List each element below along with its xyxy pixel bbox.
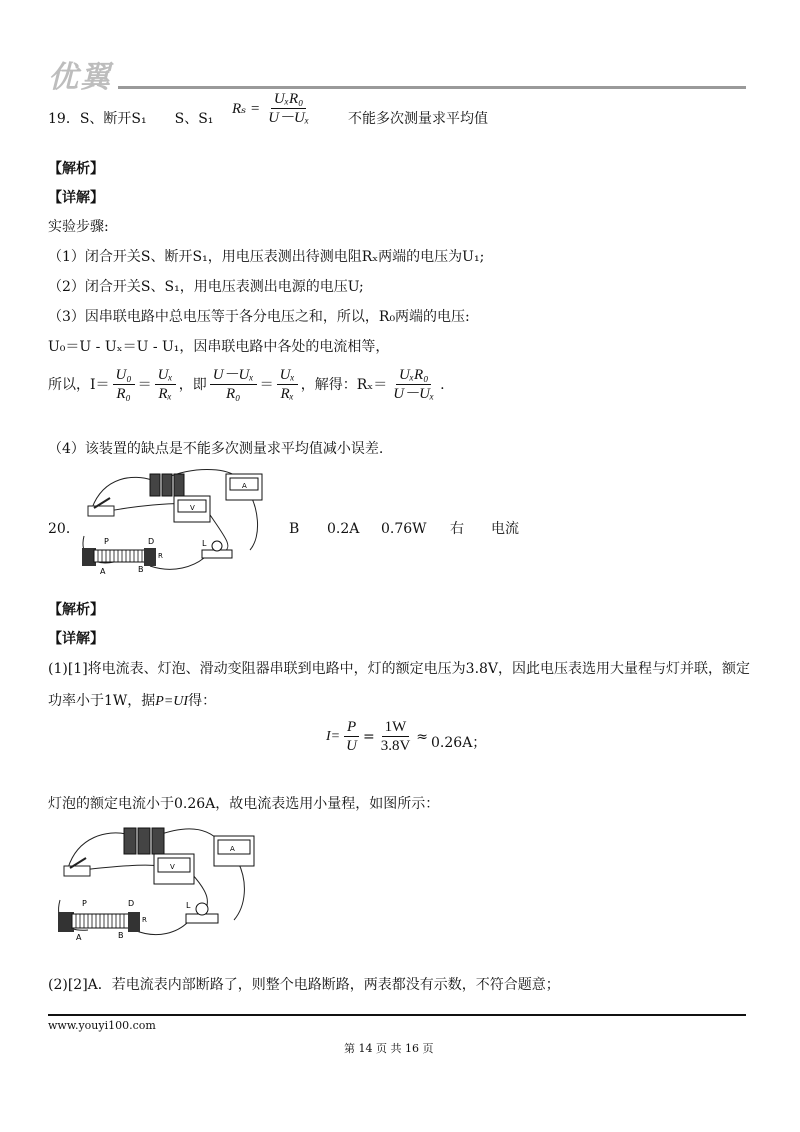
calc-frac-pu — [343, 718, 360, 755]
frac-result — [390, 366, 437, 403]
q20-calculation — [326, 718, 486, 755]
frac-num: 1W — [382, 718, 410, 737]
approx-sign: ≈ — [416, 728, 429, 745]
formula-denominator: U－Uₓ — [268, 110, 310, 126]
rheostat-icon — [58, 912, 140, 932]
label-b: B — [118, 931, 124, 940]
q19-step1: （1）闭合开关S、断开S₁，用电压表测出待测电阻Rₓ两端的电压为U₁; — [48, 249, 485, 265]
frac-den: U — [346, 738, 357, 754]
frac-ux-rx — [155, 366, 176, 403]
q20-answer-5: 电流 — [491, 521, 519, 537]
frac-u0-r0 — [113, 366, 135, 403]
formula-pui: P=UI — [155, 694, 189, 709]
rheostat-icon — [82, 548, 156, 566]
q20-answer-2: 0.2A — [327, 521, 360, 537]
q20-para2: 灯泡的额定电流小于0.26A，故电流表选用小量程，如图所示： — [48, 796, 440, 812]
q19-step4: （4）该装置的缺点是不能多次测量求平均值减小误差. — [48, 441, 384, 457]
q20-answer-4: 右 — [450, 521, 464, 537]
q20-number: 20． — [48, 521, 80, 537]
q19-answer-tail: 不能多次测量求平均值 — [348, 111, 488, 127]
svg-text:V: V — [190, 504, 195, 512]
frac-u-ux-r0 — [210, 366, 257, 403]
svg-text:V: V — [170, 863, 175, 871]
frac-den: 3.8V — [380, 738, 411, 754]
footer-rule — [48, 1014, 746, 1016]
q20-answer-1: B — [289, 521, 300, 537]
frac-num: U₀ — [113, 366, 135, 385]
formula-fraction — [265, 90, 312, 127]
equals-sign: ＝ — [137, 376, 152, 393]
frac-den: Rₓ — [158, 386, 172, 402]
formula-lhs: Rₛ = — [232, 101, 261, 117]
calc-frac-values — [378, 718, 414, 755]
label-p: P — [104, 537, 109, 546]
voltmeter-icon — [174, 496, 210, 522]
q20-detail-label: 【详解】 — [48, 631, 104, 647]
para-text: 得： — [188, 693, 217, 709]
ji-text: ，即 — [178, 376, 207, 393]
period: . — [440, 376, 445, 393]
calc-result: 0.26A； — [431, 734, 487, 751]
label-b: B — [138, 565, 144, 574]
battery-icon — [124, 828, 164, 854]
frac-ux-rx-2 — [277, 366, 298, 403]
label-l: L — [186, 901, 191, 910]
so-label: 所以，I＝ — [48, 376, 110, 393]
circuit-diagram-1 — [74, 466, 270, 576]
equals-sign: ＝ — [259, 376, 274, 393]
footer-page-number: 第 14 页 共 16 页 — [344, 1042, 434, 1055]
para-text: 功率小于1W，据 — [48, 693, 156, 709]
label-d: D — [128, 899, 135, 908]
q19-formula — [232, 90, 312, 127]
label-a: A — [100, 567, 106, 576]
q19-detail-label: 【详解】 — [48, 190, 104, 206]
solve-text: ，解得：Rₓ＝ — [300, 376, 388, 393]
frac-den: Rₓ — [280, 386, 294, 402]
header-rule — [118, 86, 746, 89]
ammeter-icon — [214, 836, 254, 866]
q19-eq1: U₀＝U - Uₓ＝U - U₁，因串联电路中各处的电流相等， — [48, 339, 390, 355]
label-p: P — [82, 899, 87, 908]
q19-step2: （2）闭合开关S、S₁，用电压表测出电源的电压U; — [48, 279, 364, 295]
footer-url[interactable]: www.youyi100.com — [48, 1019, 156, 1032]
header-logo: 优翼 — [48, 60, 112, 95]
frac-num: P — [344, 718, 359, 737]
frac-num: U－Uₓ — [210, 366, 257, 385]
label-r: R — [142, 916, 147, 924]
frac-den: U－Uₓ — [393, 386, 435, 402]
q19-answer: 19．S、断开S₁ S、S₁ — [48, 111, 214, 127]
label-r: R — [158, 552, 163, 560]
ammeter-icon — [226, 474, 262, 500]
q20-para1-line1: (1)[1]将电流表、灯泡、滑动变阻器串联到电路中，灯的额定电压为3.8V，因此电压表选用大量程与灯并联，额定 — [48, 661, 751, 677]
frac-den: R₀ — [225, 386, 241, 402]
formula-numerator: UₓR₀ — [271, 90, 306, 109]
label-a: A — [76, 933, 82, 942]
calc-i: I= — [326, 728, 341, 744]
frac-num: UₓR₀ — [396, 366, 431, 385]
battery-icon — [150, 474, 184, 496]
q19-analysis-label: 【解析】 — [48, 161, 104, 177]
q19-step3: （3）因串联电路中总电压等于各分电压之和，所以，R₀两端的电压: — [48, 309, 470, 325]
equals-sign: = — [362, 728, 375, 745]
svg-text:A: A — [242, 482, 247, 490]
q19-fraction-equation — [48, 366, 445, 403]
q20-para1-line2 — [48, 692, 216, 711]
svg-text:A: A — [230, 845, 235, 853]
q20-analysis-label: 【解析】 — [48, 602, 104, 618]
circuit-diagram-2 — [48, 822, 258, 944]
q19-steps-title: 实验步骤: — [48, 219, 109, 235]
frac-num: Uₓ — [155, 366, 176, 385]
q20-answer-3: 0.76W — [381, 521, 427, 537]
lamp-icon — [186, 903, 218, 923]
label-d: D — [148, 537, 155, 546]
frac-den: R₀ — [116, 386, 131, 402]
frac-num: Uₓ — [277, 366, 298, 385]
q20-para3: (2)[2]A．若电流表内部断路了，则整个电路断路，两表都没有示数，不符合题意； — [48, 977, 560, 993]
label-l: L — [202, 539, 207, 548]
voltmeter-icon — [154, 854, 194, 884]
